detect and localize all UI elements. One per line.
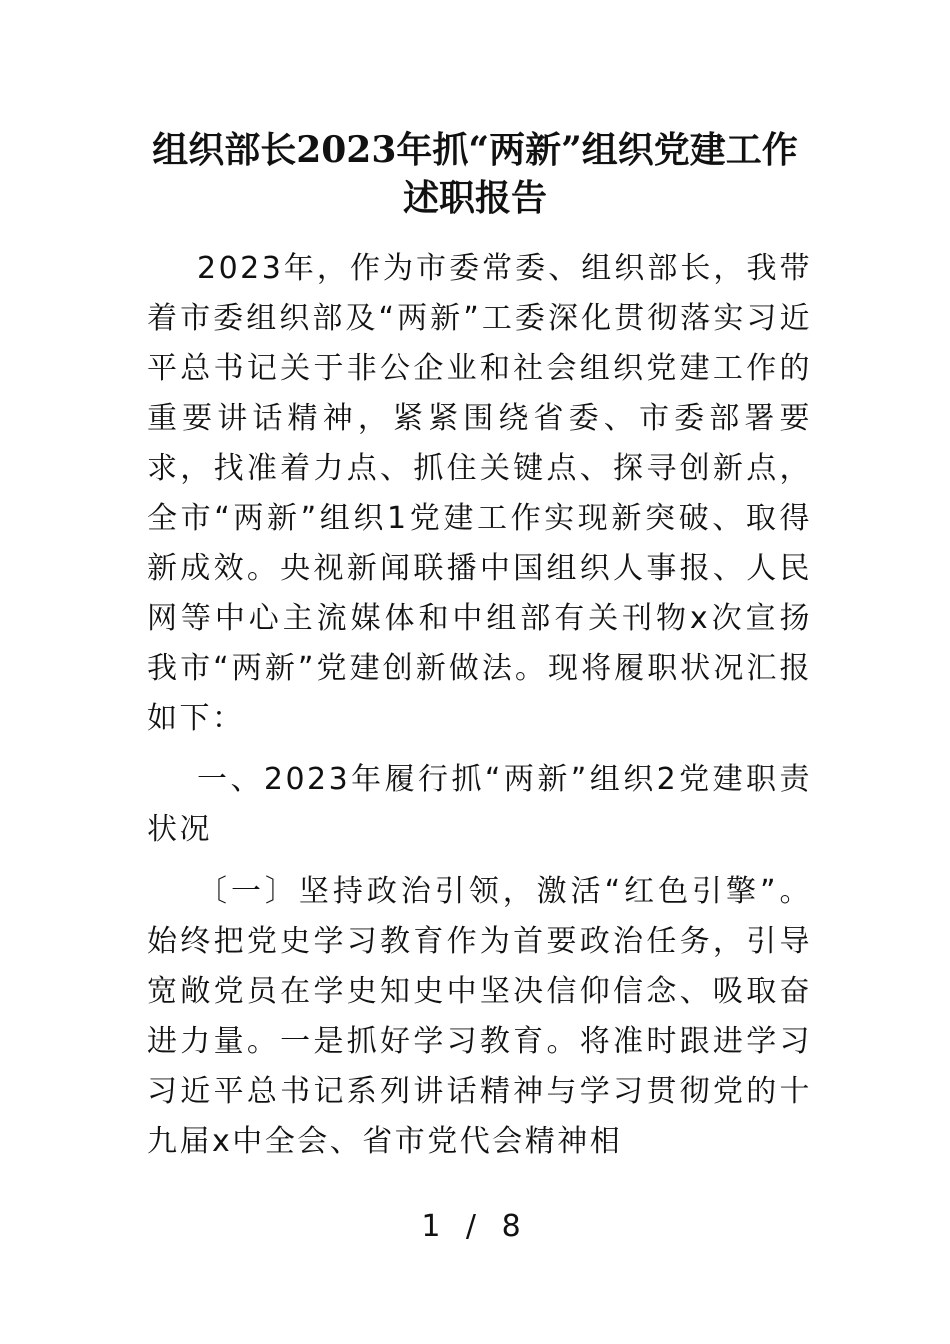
paragraph-intro: 2023年，作为市委常委、组织部长，我带着市委组织部及“两新”工委深化贯彻落实习近平总书记关于非公企业和社会组织党建工作的重要讲话精神，紧紧围绕省委、市委部署要求，找准着力点、抓住关键点、探寻创新点，全市“两新”组织1党建工作实现新突破、取得新成效。央视新闻联播中国组织人事报、人民网等中心主流媒体和中组部有关刊物x次宣扬我市“两新”党建创新做法。现将履职状况汇报如下： (147, 251, 812, 736)
document-title-line-1: 组织部长2023年抓“两新”组织党建工作 (152, 129, 798, 171)
section-heading-1: 一、2023年履行抓“两新”组织2党建职责状况 (147, 762, 812, 847)
document-title-line-2: 述职报告 (402, 177, 547, 219)
paragraph-subsection-1: 〔一〕坚持政治引领，激活“红色引擎”。始终把党史学习教育作为首要政治任务，引导宽敞党员在学史知史中坚决信仰信念、吸取奋进力量。一是抓好学习教育。将准时跟进学习习近平总书记系列讲话精神与学习贯彻党的十九届x中全会、省市党代会精神相 (147, 874, 812, 1159)
page-number: 1 / 8 (421, 1209, 529, 1244)
